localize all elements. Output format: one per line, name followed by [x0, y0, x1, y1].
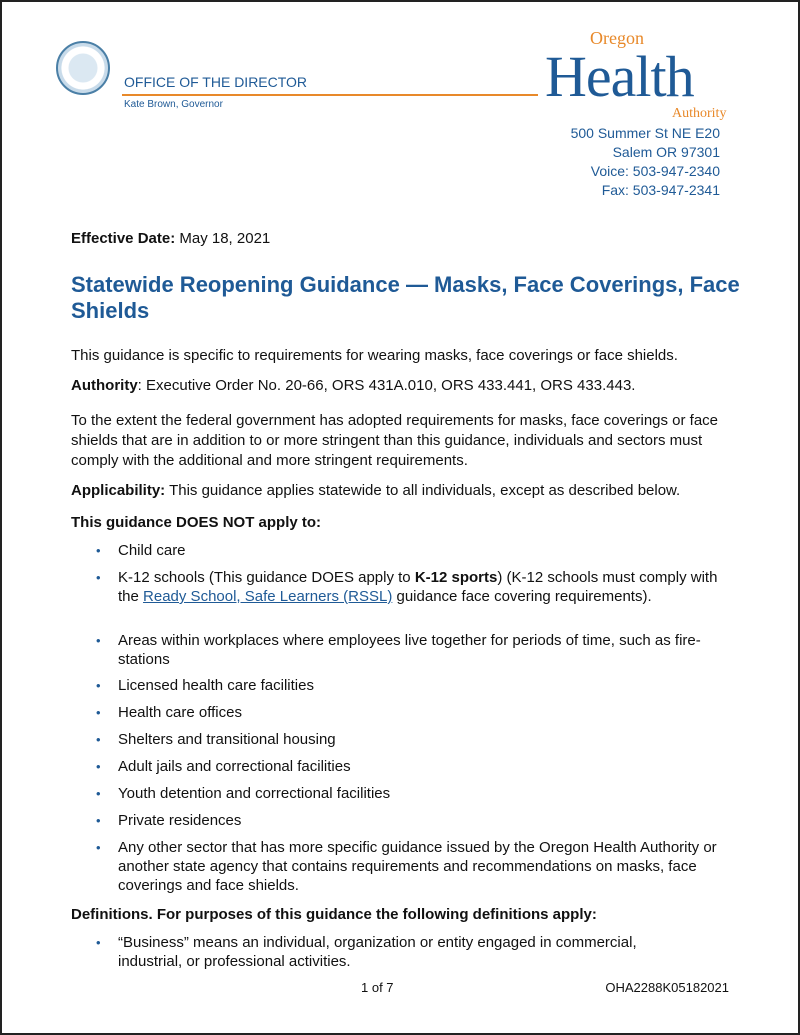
address-line: 500 Summer St NE E20 — [570, 125, 720, 141]
not-apply-heading: This guidance DOES NOT apply to: — [71, 514, 322, 531]
address-line: Voice: 503-947-2340 — [590, 163, 720, 179]
governor-name: Kate Brown, Governor — [124, 99, 223, 110]
authority-paragraph: Authority: Executive Order No. 20-66, ORS 431A.010, ORS 433.441, ORS 433.443. — [71, 377, 636, 394]
address-line: Fax: 503-947-2341 — [601, 182, 720, 198]
definitions-heading: Definitions. For purposes of this guidance the following definitions apply: — [71, 906, 597, 923]
rssl-link[interactable]: Ready School, Safe Learners (RSSL) — [143, 588, 393, 605]
list-item: • Health care offices — [118, 703, 728, 722]
definition-item: • “Business” means an individual, organization or entity engaged in commercial, industrial, or professional activities. — [118, 933, 678, 971]
logo-bottom-text: Authority — [672, 106, 727, 121]
page-title: Statewide Reopening Guidance — Masks, Face Coverings, Face Shields — [71, 272, 740, 323]
list-item: • Private residences — [118, 811, 728, 830]
list-item: • Adult jails and correctional facilities — [118, 757, 728, 776]
state-seal-logo — [56, 41, 110, 95]
applicability-paragraph: Applicability: This guidance applies statewide to all individuals, except as described below. — [71, 482, 681, 499]
list-item: • Shelters and transitional housing — [118, 730, 728, 749]
intro-paragraph: This guidance is specific to requirements for wearing masks, face coverings or face shields. — [71, 347, 678, 364]
list-item: • Any other sector that has more specific guidance issued by the Oregon Health Authority or another state agency that contains requirements and recommendations on masks, face coverings and face shields. — [118, 838, 733, 895]
list-item: • Licensed health care facilities — [118, 676, 728, 695]
page-number: 1 of 7 — [361, 980, 394, 995]
address-block — [571, 124, 720, 200]
federal-paragraph: To the extent the federal government has adopted requirements for masks, face coverings or face shields that are in addition to or more stringent than this guidance, individuals and sectors must comply with the additional and more stringent requirements. — [71, 412, 719, 469]
document-code: OHA2288K05182021 — [605, 980, 729, 995]
address-line: Salem OR 97301 — [612, 144, 720, 160]
header-divider — [122, 94, 538, 96]
effective-date: Effective Date: May 18, 2021 — [71, 230, 271, 247]
logo-top-text: Oregon — [590, 28, 644, 48]
logo-main-text: Health — [545, 44, 694, 109]
office-title: OFFICE OF THE DIRECTOR — [124, 74, 308, 90]
list-item: • Youth detention and correctional facilities — [118, 784, 728, 803]
list-item: • Areas within workplaces where employees live together for periods of time, such as fire-stations — [118, 631, 718, 669]
list-item-k12: • K-12 schools (This guidance DOES apply to K-12 sports) (K-12 schools must comply with the Ready School, Safe Learners (RSSL) guidance face covering requirements). — [118, 568, 718, 606]
list-item: • Child care — [118, 541, 728, 560]
